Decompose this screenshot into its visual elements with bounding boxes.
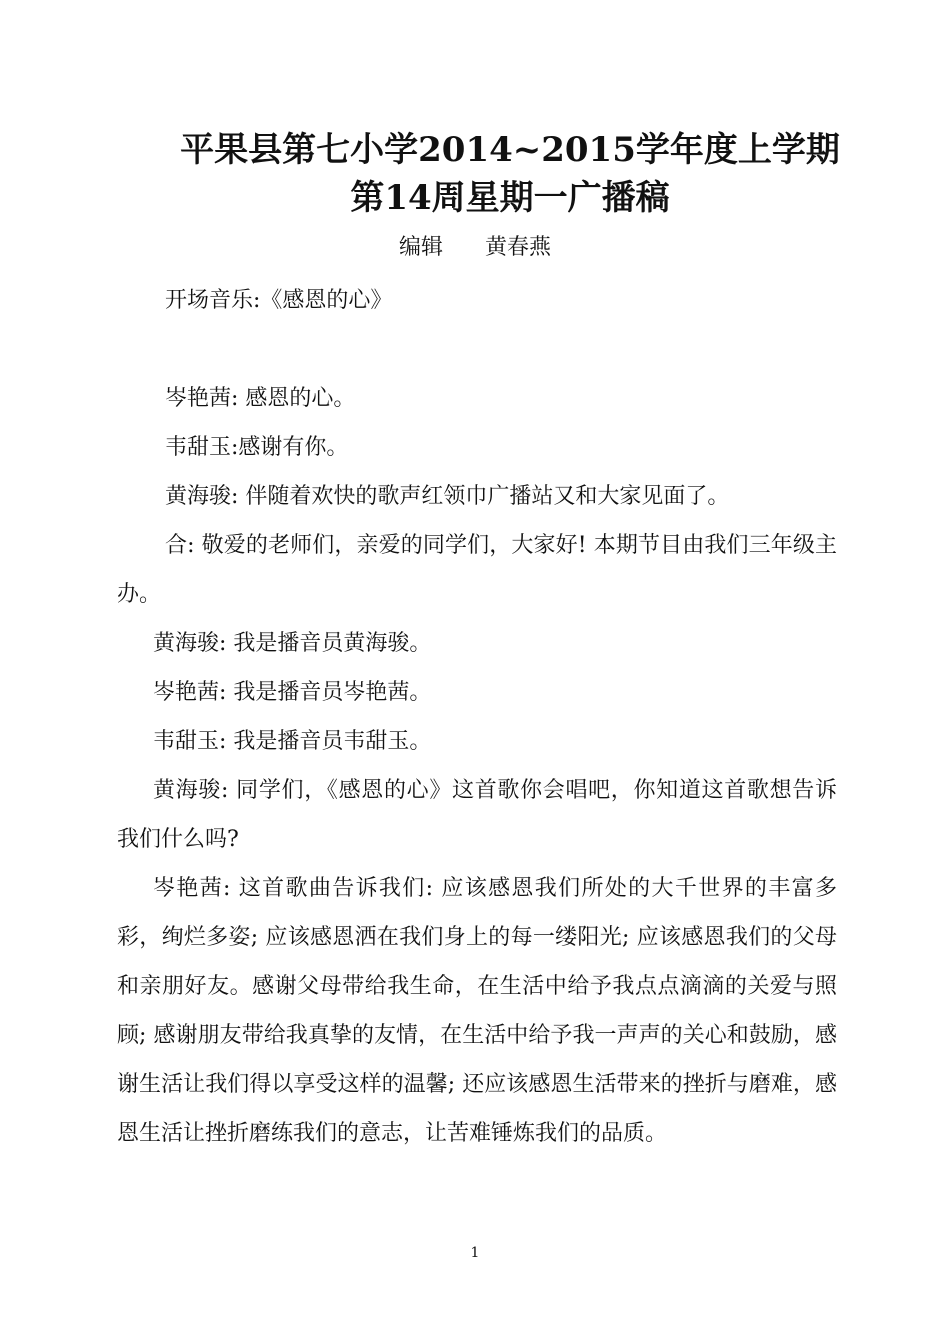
paragraph: 岑艳茜: 我是播音员岑艳茜。 — [153, 680, 432, 705]
paragraph: 合: 敬爱的老师们，亲爱的同学们，大家好! 本期节目由我们三年级主办。 — [117, 533, 837, 607]
page-number: 1 — [470, 1245, 480, 1261]
paragraph: 黄海骏: 伴随着欢快的歌声红领巾广播站又和大家见面了。 — [165, 484, 730, 509]
paragraph: 韦甜玉:感谢有你。 — [165, 435, 349, 460]
document-title-line-1: 平果县第七小学2014~2015学年度上学期 — [180, 130, 840, 170]
editor-credit: 编辑 黄春燕 — [399, 235, 551, 260]
paragraph: 黄海骏: 同学们，《感恩的心》这首歌你会唱吧，你知道这首歌想告诉我们什么吗? — [117, 778, 837, 852]
paragraph: 韦甜玉: 我是播音员韦甜玉。 — [153, 729, 432, 754]
paragraph: 岑艳茜: 这首歌曲告诉我们: 应该感恩我们所处的大千世界的丰富多彩，绚烂多姿; 应该感恩洒在我们身上的每一缕阳光; 应该感恩我们的父母和亲朋好友。感谢父母带给我生命，在生活中给予我点点滴滴的关爱与照顾; 感谢朋友带给我真挚的友情，在生活中给予我一声声的关心和鼓励，感谢生活让我们得以享受这样的温馨; 还应该感恩生活带来的挫折与磨难，感恩生活让挫折磨练我们的意志，让苦难锤炼我们的品质。 — [117, 876, 837, 1146]
paragraph-opening-music: 开场音乐:《感恩的心》 — [165, 288, 393, 313]
paragraph: 黄海骏: 我是播音员黄海骏。 — [153, 631, 432, 656]
paragraph: 岑艳茜: 感恩的心。 — [165, 386, 356, 411]
document-title-line-2: 第14周星期一广播稿 — [350, 178, 670, 218]
